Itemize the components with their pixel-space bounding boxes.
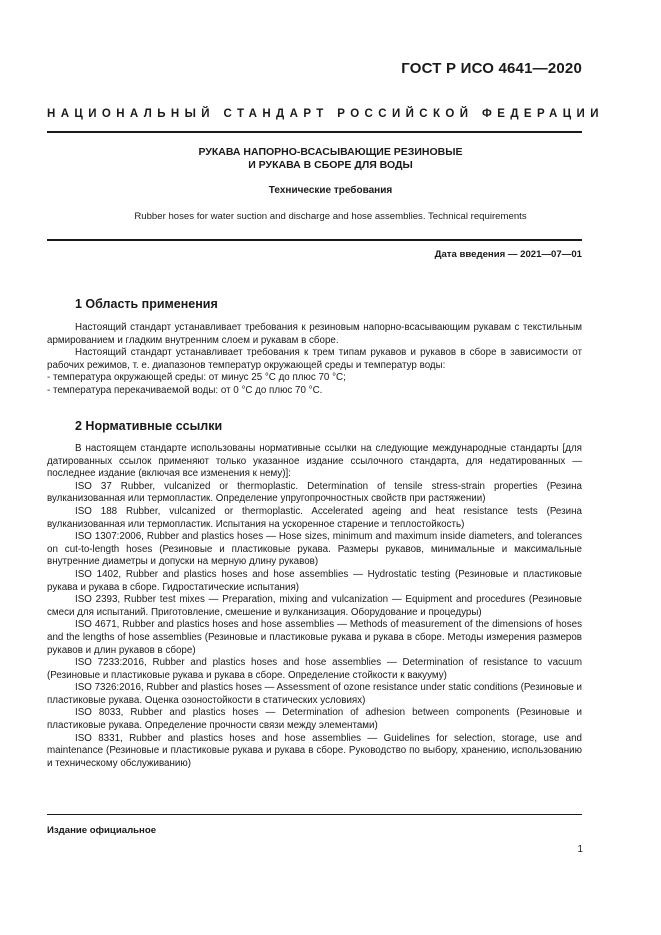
document-number: ГОСТ Р ИСО 4641—2020	[401, 60, 582, 77]
page-number: 1	[577, 844, 583, 855]
title-divider	[47, 239, 582, 241]
introduction-date: Дата введения — 2021—07—01	[434, 249, 582, 260]
standard-subtitle: Технические требования	[268, 185, 393, 196]
reference-item: ISO 8033, Rubber and plastics hoses — Determination of adhesion between components (Резиновые и пластиковые рукава. Определение прочности связи между элементами)	[47, 707, 582, 732]
section-1-body	[47, 322, 582, 398]
section-2-heading: 2 Нормативные ссылки	[75, 419, 223, 433]
footer-divider	[47, 814, 582, 815]
paragraph: Настоящий стандарт устанавливает требования к трем типам рукавов и рукавов в сборе в зависимости от рабочих режимов, т. е. диапазонов температур окружающей среды и температур воды:	[47, 347, 582, 371]
paragraph: Настоящий стандарт устанавливает требования к резиновым напорно-всасывающим рукавам с текстильным армированием и гладким внутренним слоем и рукавам в сборе.	[47, 322, 582, 346]
list-item: - температура перекачиваемой воды: от 0 °C до плюс 70 °C.	[47, 384, 323, 396]
reference-item: ISO 7326:2016, Rubber and plastics hoses — Assessment of ozone resistance under static conditions (Резиновые и пластиковые рукава. Оценка озоностойкости в статических условиях)	[47, 682, 582, 706]
reference-item: ISO 2393, Rubber test mixes — Preparation, mixing and vulcanization — Equipment and procedures (Резиновые смеси для испытаний. Приготовление, смешение и вулканизация. Оборудование и процедуры)	[47, 594, 582, 618]
reference-item: ISO 37 Rubber, vulcanized or thermoplastic. Determination of tensile stress-strain properties (Резина вулканизованная или термопластик. Определение упругопрочностных свойств при растяжении)	[47, 480, 582, 505]
reference-item: ISO 7233:2016, Rubber and plastics hoses and hose assemblies — Determination of resistance to vacuum (Резиновые и пластиковые рукава и рукава в сборе. Определение стойкости к вакууму)	[47, 657, 582, 681]
standard-title-line-1: РУКАВА НАПОРНО-ВСАСЫВАЮЩИЕ РЕЗИНОВЫЕ	[198, 146, 463, 158]
reference-item: ISO 1402, Rubber and plastics hoses and hose assemblies — Hydrostatic testing (Резиновые и пластиковые рукава и рукава в сборе. Гидростатические испытания)	[47, 568, 582, 593]
section-1-heading: 1 Область применения	[75, 297, 218, 311]
national-standard-heading: НАЦИОНАЛЬНЫЙ СТАНДАРТ РОССИЙСКОЙ ФЕДЕРАЦИИ	[47, 108, 604, 120]
reference-item: ISO 4671, Rubber and plastics hoses and hose assemblies — Methods of measurement of the dimensions of hoses and the lengths of hose assemblies (Резиновые и пластиковые рукава и рукава в сборе. Методы измерения размеров рукавов и длин рукавов в сборе)	[47, 619, 582, 656]
paragraph: В настоящем стандарте использованы нормативные ссылки на следующие международные стандарты [для датированных ссылок применяют только указанное издание ссылочного стандарта, для недатированных — последнее издание (включая все изменения к нему)]:	[47, 443, 582, 480]
list-item: - температура окружающей среды: от минус 25 °C до плюс 70 °C;	[47, 372, 346, 384]
section-2-body	[47, 443, 582, 770]
reference-item: ISO 8331, Rubber and plastics hoses and hose assemblies — Guidelines for selection, storage, use and maintenance (Резиновые и пластиковые рукава и рукава в сборе. Руководство по выбору, хранению, использованию и техническому обслуживанию)	[47, 732, 582, 769]
reference-item: ISO 188 Rubber, vulcanized or thermoplastic. Accelerated ageing and heat resistance tests (Резина вулканизованная или термопластик. Испытания на ускоренное старение и теплостойкость)	[47, 505, 582, 530]
english-title: Rubber hoses for water suction and discharge and hose assemblies. Technical requirements	[134, 211, 527, 222]
top-divider	[47, 131, 582, 133]
standard-title-line-2: И РУКАВА В СБОРЕ ДЛЯ ВОДЫ	[248, 159, 413, 171]
reference-item: ISO 1307:2006, Rubber and plastics hoses — Hose sizes, minimum and maximum inside diameters, and tolerances on cut-to-length hoses (Резиновые и пластиковые рукава. Размеры рукавов, минимальные и максимальные внутренние диаметры и допуски на мерную длину рукавов)	[47, 531, 582, 568]
official-edition-label: Издание официальное	[47, 825, 157, 836]
